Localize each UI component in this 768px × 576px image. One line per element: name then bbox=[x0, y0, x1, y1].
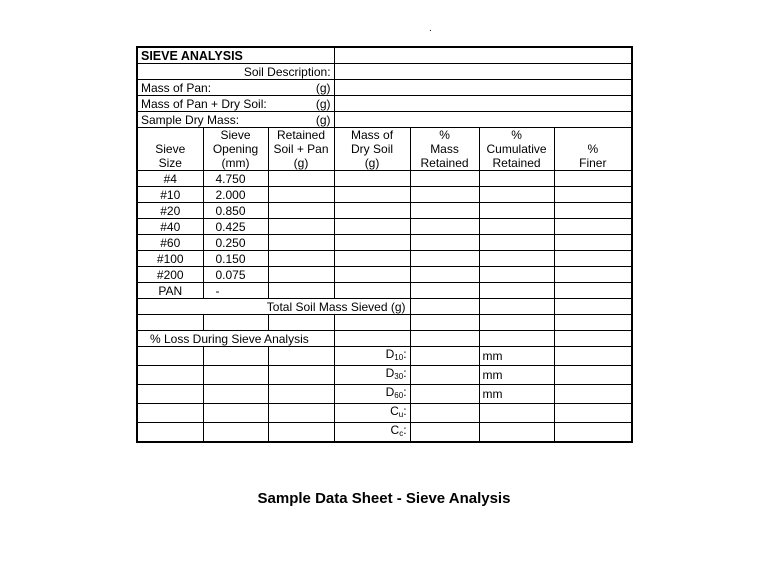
mass-of-pan-field[interactable] bbox=[334, 80, 632, 96]
spacer-cell bbox=[479, 315, 554, 331]
blank-cell bbox=[554, 404, 632, 423]
blank-cell bbox=[268, 385, 334, 404]
gradation-label bbox=[334, 423, 410, 443]
soil-description-field[interactable] bbox=[334, 64, 632, 80]
blank-cell bbox=[137, 423, 203, 443]
data-entry-cell[interactable] bbox=[554, 283, 632, 299]
column-header bbox=[203, 128, 268, 171]
column-header-line: (g) bbox=[293, 156, 309, 170]
data-entry-cell[interactable] bbox=[554, 187, 632, 203]
data-entry-cell[interactable] bbox=[410, 267, 479, 283]
data-entry-cell[interactable] bbox=[554, 267, 632, 283]
gradation-label bbox=[334, 366, 410, 385]
column-header-line: % bbox=[511, 128, 522, 142]
colon: : bbox=[403, 347, 407, 361]
sieve-size: #40 bbox=[137, 219, 203, 235]
sieve-row bbox=[137, 251, 632, 267]
colon: : bbox=[403, 404, 407, 418]
data-entry-cell[interactable] bbox=[410, 283, 479, 299]
gradation-subscript: u bbox=[398, 410, 404, 419]
spacer-cell bbox=[268, 315, 334, 331]
blank-cell bbox=[203, 385, 268, 404]
data-entry-cell[interactable] bbox=[268, 283, 334, 299]
blank-cell bbox=[554, 423, 632, 443]
blank-cell bbox=[268, 347, 334, 366]
mass-row-label: Mass of Pan: bbox=[137, 80, 268, 96]
data-entry-cell[interactable] bbox=[268, 203, 334, 219]
data-entry-cell[interactable] bbox=[479, 171, 554, 187]
data-entry-cell[interactable] bbox=[479, 235, 554, 251]
sieve-opening: 0.075 bbox=[203, 267, 268, 283]
gradation-value-field[interactable] bbox=[410, 385, 479, 404]
title-blank bbox=[334, 47, 632, 64]
sieve-row bbox=[137, 171, 632, 187]
mass-row-label: Mass of Pan + Dry Soil: bbox=[137, 96, 268, 112]
data-entry-cell[interactable] bbox=[410, 235, 479, 251]
sieve-opening: 4.750 bbox=[203, 171, 268, 187]
gradation-value-field[interactable] bbox=[410, 347, 479, 366]
data-entry-cell[interactable] bbox=[334, 235, 410, 251]
sieve-row bbox=[137, 267, 632, 283]
data-entry-cell[interactable] bbox=[334, 267, 410, 283]
gradation-value-field[interactable] bbox=[410, 423, 479, 443]
blank-cell bbox=[268, 366, 334, 385]
sieve-row bbox=[137, 235, 632, 251]
loss-blank bbox=[554, 331, 632, 347]
spacer-cell bbox=[334, 315, 410, 331]
column-header-line: Retained bbox=[420, 156, 469, 170]
column-header bbox=[410, 128, 479, 171]
column-header-line: Mass of bbox=[351, 128, 394, 142]
gradation-subscript: 10 bbox=[394, 353, 404, 362]
gradation-subscript: c bbox=[399, 429, 404, 438]
blank-cell bbox=[203, 404, 268, 423]
sieve-size: #60 bbox=[137, 235, 203, 251]
data-entry-cell[interactable] bbox=[410, 251, 479, 267]
data-entry-cell[interactable] bbox=[479, 267, 554, 283]
gradation-row bbox=[137, 385, 632, 404]
spacer-cell bbox=[137, 315, 203, 331]
gradation-row bbox=[137, 404, 632, 423]
gradation-value-field[interactable] bbox=[410, 366, 479, 385]
data-entry-cell[interactable] bbox=[410, 187, 479, 203]
sieve-opening: 0.425 bbox=[203, 219, 268, 235]
sieve-size: #100 bbox=[137, 251, 203, 267]
column-header-line: Soil + Pan bbox=[273, 142, 329, 156]
gradation-row bbox=[137, 366, 632, 385]
sieve-size: #20 bbox=[137, 203, 203, 219]
gradation-label bbox=[334, 347, 410, 366]
sieve-size: #4 bbox=[137, 171, 203, 187]
gradation-unit: mm bbox=[479, 366, 554, 385]
gradation-subscript: 30 bbox=[394, 372, 404, 381]
loss-field[interactable] bbox=[334, 331, 410, 347]
column-header bbox=[554, 128, 632, 171]
colon: : bbox=[403, 366, 407, 380]
column-header-line: Cumulative bbox=[486, 142, 547, 156]
data-entry-cell[interactable] bbox=[410, 219, 479, 235]
sieve-row bbox=[137, 187, 632, 203]
blank-cell bbox=[554, 366, 632, 385]
sieve-row bbox=[137, 219, 632, 235]
gradation-row bbox=[137, 347, 632, 366]
colon: : bbox=[403, 385, 407, 399]
data-entry-cell[interactable] bbox=[410, 171, 479, 187]
gradation-unit bbox=[479, 404, 554, 423]
blank-cell bbox=[203, 423, 268, 443]
loss-blank bbox=[410, 331, 479, 347]
data-entry-cell[interactable] bbox=[334, 219, 410, 235]
sieve-size: PAN bbox=[137, 283, 203, 299]
column-header-line: Retained bbox=[492, 156, 541, 170]
blank-cell bbox=[268, 404, 334, 423]
gradation-symbol: C bbox=[390, 423, 400, 437]
data-entry-cell[interactable] bbox=[554, 235, 632, 251]
column-header-line bbox=[141, 128, 200, 142]
blank-cell bbox=[203, 347, 268, 366]
column-header-line: (g) bbox=[364, 156, 380, 170]
data-entry-cell[interactable] bbox=[479, 203, 554, 219]
sieve-row bbox=[137, 203, 632, 219]
column-header-line: Opening bbox=[212, 142, 259, 156]
blank-cell bbox=[137, 347, 203, 366]
data-entry-cell[interactable] bbox=[334, 251, 410, 267]
gradation-symbol: D bbox=[385, 385, 395, 399]
total-mass-field[interactable] bbox=[410, 299, 479, 315]
column-header bbox=[479, 128, 554, 171]
blank-cell bbox=[137, 385, 203, 404]
column-header-line: % bbox=[587, 142, 599, 156]
mass-row-label: Sample Dry Mass: bbox=[137, 112, 268, 128]
data-entry-cell[interactable] bbox=[268, 267, 334, 283]
data-entry-cell[interactable] bbox=[554, 171, 632, 187]
data-entry-cell[interactable] bbox=[554, 219, 632, 235]
data-entry-cell[interactable] bbox=[334, 187, 410, 203]
spacer-cell bbox=[554, 315, 632, 331]
total-blank bbox=[554, 299, 632, 315]
sheet-caption: Sample Data Sheet - Sieve Analysis bbox=[257, 490, 511, 507]
column-header-line: Size bbox=[158, 156, 182, 170]
column-header-line: Finer bbox=[579, 156, 607, 170]
column-header-line: (mm) bbox=[221, 156, 250, 170]
blank-cell bbox=[137, 366, 203, 385]
column-header bbox=[334, 128, 410, 171]
soil-description-label: Soil Description: bbox=[137, 64, 334, 80]
blank-cell bbox=[554, 385, 632, 404]
total-blank bbox=[479, 299, 554, 315]
data-entry-cell[interactable] bbox=[268, 251, 334, 267]
column-header-line: Dry Soil bbox=[351, 142, 394, 156]
spacer-cell bbox=[410, 315, 479, 331]
data-entry-cell[interactable] bbox=[268, 171, 334, 187]
data-entry-cell[interactable] bbox=[554, 203, 632, 219]
mass-pan-dry-soil-field[interactable] bbox=[334, 96, 632, 112]
sieve-analysis-table bbox=[136, 46, 633, 443]
column-header bbox=[268, 128, 334, 171]
column-header-line: Sieve bbox=[220, 128, 251, 142]
loss-blank bbox=[479, 331, 554, 347]
blank-cell bbox=[268, 423, 334, 443]
sieve-opening: 0.250 bbox=[203, 235, 268, 251]
column-header-line: Sieve bbox=[155, 142, 186, 156]
sieve-opening: 0.150 bbox=[203, 251, 268, 267]
data-entry-cell[interactable] bbox=[410, 203, 479, 219]
sieve-row bbox=[137, 283, 632, 299]
colon: : bbox=[403, 423, 407, 437]
data-entry-cell[interactable] bbox=[268, 187, 334, 203]
data-entry-cell[interactable] bbox=[554, 251, 632, 267]
sieve-opening: 2.000 bbox=[203, 187, 268, 203]
data-entry-cell[interactable] bbox=[334, 283, 410, 299]
mass-row-unit: (g) bbox=[268, 112, 334, 128]
data-entry-cell[interactable] bbox=[479, 219, 554, 235]
column-header-line: % bbox=[439, 128, 450, 142]
spacer-cell bbox=[203, 315, 268, 331]
gradation-symbol: D bbox=[385, 366, 395, 380]
column-header-line: Mass bbox=[430, 142, 459, 156]
blank-cell bbox=[137, 404, 203, 423]
column-header bbox=[137, 128, 203, 171]
gradation-symbol: C bbox=[390, 404, 399, 418]
sieve-opening: - bbox=[203, 283, 268, 299]
data-entry-cell[interactable] bbox=[334, 203, 410, 219]
data-entry-cell[interactable] bbox=[268, 235, 334, 251]
sheet-title: SIEVE ANALYSIS bbox=[137, 47, 334, 64]
blank-cell bbox=[554, 347, 632, 366]
data-entry-cell[interactable] bbox=[479, 283, 554, 299]
loss-label: % Loss During Sieve Analysis bbox=[137, 331, 334, 347]
sieve-size: #200 bbox=[137, 267, 203, 283]
gradation-label bbox=[334, 385, 410, 404]
gradation-label bbox=[334, 404, 410, 423]
gradation-unit: mm bbox=[479, 385, 554, 404]
mass-row-unit: (g) bbox=[268, 80, 334, 96]
gradation-subscript: 60 bbox=[394, 391, 404, 400]
sample-dry-mass-field[interactable] bbox=[334, 112, 632, 128]
gradation-symbol: D bbox=[385, 347, 395, 361]
mass-row-unit: (g) bbox=[268, 96, 334, 112]
stray-dot: . bbox=[429, 23, 432, 34]
gradation-value-field[interactable] bbox=[410, 404, 479, 423]
gradation-unit: mm bbox=[479, 347, 554, 366]
gradation-row bbox=[137, 423, 632, 443]
data-entry-cell[interactable] bbox=[334, 171, 410, 187]
sieve-size: #10 bbox=[137, 187, 203, 203]
data-entry-cell[interactable] bbox=[268, 219, 334, 235]
sieve-opening: 0.850 bbox=[203, 203, 268, 219]
column-header-line: Retained bbox=[276, 128, 326, 142]
column-header-line bbox=[558, 128, 629, 142]
data-entry-cell[interactable] bbox=[479, 251, 554, 267]
total-mass-label: Total Soil Mass Sieved (g) bbox=[137, 299, 410, 315]
gradation-unit bbox=[479, 423, 554, 443]
blank-cell bbox=[203, 366, 268, 385]
data-entry-cell[interactable] bbox=[479, 187, 554, 203]
